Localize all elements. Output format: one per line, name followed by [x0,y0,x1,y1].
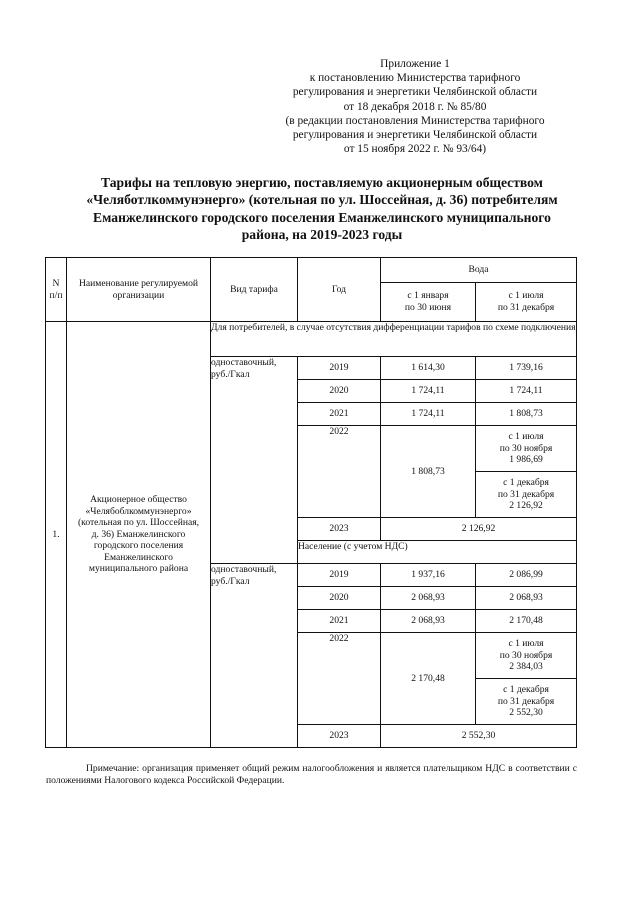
sub-period-text: по 31 декабря [497,695,555,707]
sub-period-value: 2 384,03 [509,661,543,673]
tariff-kind [211,564,298,748]
sub-period-value: 2 552,30 [509,707,543,719]
sub-period-cell [476,426,577,472]
title-line: Еманжелинского городского поселения Еманжелинского муниципального [93,209,551,225]
tariff-kind [211,357,298,564]
value-cell: 1 739,16 [476,357,577,380]
year-cell: 2019 [298,564,381,587]
value-cell: 2 068,93 [381,610,476,633]
sub-period-value: 1 986,69 [509,454,543,466]
title-line: района, на 2019-2023 годы [241,227,403,243]
document-title [46,174,598,244]
year-cell: 2019 [298,357,381,380]
tariff-table [45,257,577,748]
header-period-1 [381,283,476,322]
group-label: Для потребителей, в случае отсутствия дифференциации тарифов по схеме подключения [211,322,577,357]
title-line: «Челяботлкоммунэнерго» (котельная по ул. Шоссейная, д. 36) потребителям [86,192,558,208]
kind-line: руб./Гкал [211,368,250,380]
sub-period-cell [476,679,577,725]
header-text: по 30 июня [404,302,452,313]
kind-line: одноставочный, [211,564,277,575]
header-text: с 1 июля [508,290,544,302]
header-tariff-kind: Вид тарифа [211,258,298,322]
value-cell: 2 068,93 [381,587,476,610]
value-cell: 1 937,16 [381,564,476,587]
header-text: п/п [49,289,63,301]
sub-period-text: по 30 ноября [499,649,553,661]
sub-period-cell [476,633,577,679]
header-number [46,258,67,322]
year-cell: 2022 [298,426,381,518]
row-number: 1. [46,322,67,748]
value-cell: 1 808,73 [476,403,577,426]
header-text: с 1 января [407,290,449,302]
appendix-line: от 15 ноября 2022 г. № 93/64) [343,143,487,156]
sub-period-text: с 1 июля [508,638,544,650]
sub-period-text: с 1 декабря [503,477,549,489]
value-cell: 2 170,48 [476,610,577,633]
appendix-line: к постановлению Министерства тарифного [309,72,521,85]
kind-line: руб./Гкал [211,575,250,587]
header-water: Вода [381,258,577,283]
footnote: Примечание: организация применяет общий режим налогообложения и является плательщиком НДС в соответствии с положениями Налогового кодекса Российской Федерации. [46,763,577,787]
org-line: Акционерное общество [90,493,187,505]
appendix-line: (в редакции постановления Министерства тарифного [285,114,545,127]
organization-name [67,322,211,748]
appendix-line: регулирования и энергетики Челябинской области [292,129,538,142]
year-cell: 2022 [298,633,381,725]
org-line: муниципального района [88,563,189,575]
year-cell: 2020 [298,380,381,403]
year-cell: 2020 [298,587,381,610]
value-cell: 2 170,48 [381,633,476,725]
org-line: д. 36) Еманжелинского [91,528,186,540]
sub-period-text: с 1 июля [508,431,544,443]
title-line: Тарифы на тепловую энергию, поставляемую акционерным обществом [101,175,543,190]
appendix-line: от 18 декабря 2018 г. № 85/80 [343,100,487,113]
appendix-line: регулирования и энергетики Челябинской области [292,86,538,99]
year-cell: 2023 [298,725,381,748]
year-cell: 2023 [298,518,381,541]
sub-period-cell [476,472,577,518]
group-label: Население (с учетом НДС) [298,541,577,564]
year-cell: 2021 [298,403,381,426]
value-cell: 1 724,11 [476,380,577,403]
sub-period-text: с 1 декабря [503,684,549,696]
header-text: Наименование регулируемой [78,277,199,289]
value-cell: 2 068,93 [476,587,577,610]
header-text: организации [112,289,165,301]
value-cell: 1 808,73 [381,426,476,518]
header-organization [67,258,211,322]
org-line: «Челябоблкоммунэнерго» [85,505,192,517]
header-year: Год [298,258,381,322]
org-line: городского поселения [93,540,184,552]
header-period-2 [476,283,577,322]
value-cell: 2 552,30 [381,725,577,748]
org-line: (котельная по ул. Шоссейная, [77,517,200,529]
year-cell: 2021 [298,610,381,633]
org-line: Еманжелинского [104,551,173,563]
value-cell: 1 724,11 [381,380,476,403]
value-cell: 1 724,11 [381,403,476,426]
header-text: по 31 декабря [497,302,555,313]
appendix-block [250,57,580,156]
value-cell: 2 086,99 [476,564,577,587]
sub-period-text: по 30 ноября [499,442,553,454]
table-header-row [46,258,577,283]
table-row [46,322,577,357]
value-cell: 1 614,30 [381,357,476,380]
header-text: N [52,277,60,289]
value-cell: 2 126,92 [381,518,577,541]
sub-period-text: по 31 декабря [497,488,555,500]
sub-period-value: 2 126,92 [509,500,543,512]
kind-line: одноставочный, [211,357,277,368]
appendix-line: Приложение 1 [380,58,450,70]
